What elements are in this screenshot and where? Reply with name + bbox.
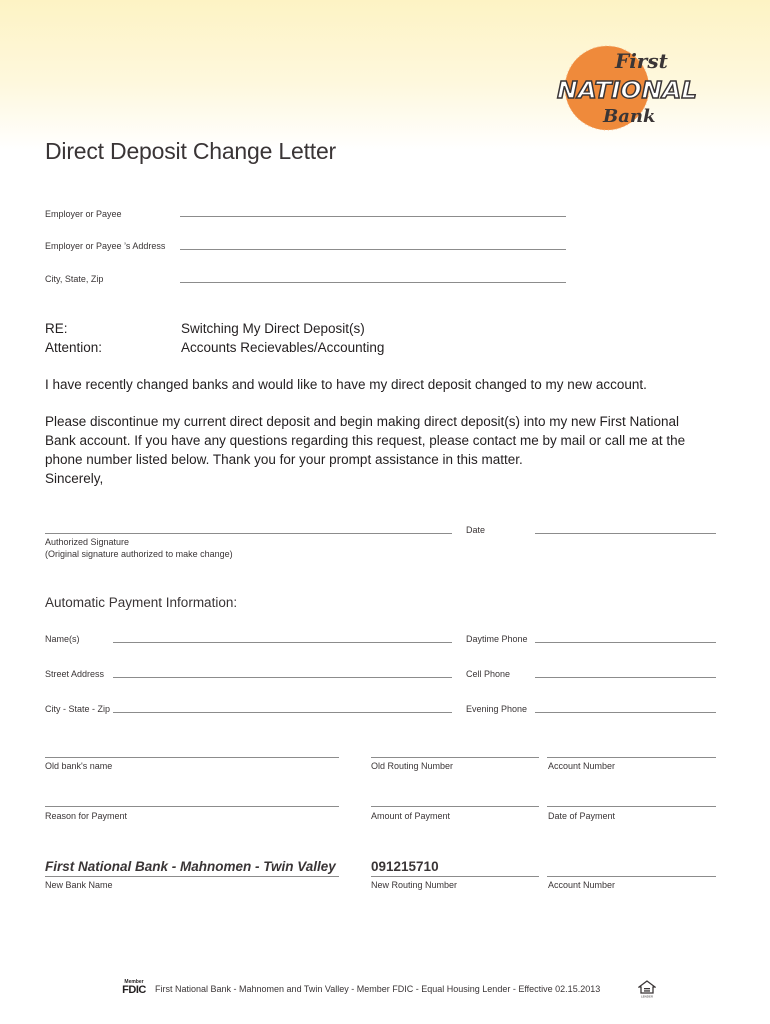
signature-note: (Original signature authorized to make change) <box>45 549 233 559</box>
date-label: Date <box>466 525 486 535</box>
old-routing-field[interactable] <box>371 757 539 758</box>
page-title: Direct Deposit Change Letter <box>45 138 336 164</box>
fdic-text: FDIC <box>122 984 146 996</box>
fdic-logo <box>119 979 149 996</box>
body-paragraph-2-line-3: phone number listed below. Thank you for your prompt assistance in this matter. <box>45 452 523 467</box>
logo-national: NATIONAL <box>557 78 697 104</box>
evening-phone-field[interactable] <box>535 712 716 713</box>
signature-field[interactable] <box>45 533 452 534</box>
attention-label: Attention: <box>45 340 103 355</box>
signature-label: Authorized Signature <box>45 537 130 547</box>
new-account-label: Account Number <box>548 880 616 890</box>
payment-date-field[interactable] <box>547 806 716 807</box>
old-routing-label: Old Routing Number <box>371 761 454 771</box>
equal-housing-lender-icon <box>638 980 656 998</box>
new-account-field[interactable] <box>547 876 716 877</box>
first-national-bank-logo <box>555 42 705 132</box>
address-field[interactable] <box>180 249 566 250</box>
daytime-phone-field[interactable] <box>535 642 716 643</box>
logo-bank: Bank <box>603 106 656 127</box>
logo-first: First <box>615 49 668 73</box>
payment-city-field[interactable] <box>113 712 452 713</box>
new-bank-name-label: New Bank Name <box>45 880 113 890</box>
new-bank-name-field[interactable] <box>45 876 339 877</box>
new-bank-name-value: First National Bank - Mahnomen - Twin Valley <box>45 859 336 874</box>
body-paragraph-1: I have recently changed banks and would like to have my direct deposit changed to my new account. <box>45 377 647 392</box>
reason-label: Reason for Payment <box>45 811 128 821</box>
employer-label: Employer or Payee <box>45 209 122 219</box>
city-label: City, State, Zip <box>45 274 104 284</box>
body-paragraph-2-line-1: Please discontinue my current direct deposit and begin making direct deposit(s) into my new First National <box>45 414 680 429</box>
payment-heading: Automatic Payment Information: <box>45 595 238 610</box>
footer-text: First National Bank - Mahnomen and Twin Valley - Member FDIC - Equal Housing Lender - Effective 02.15.2013 <box>155 984 601 994</box>
cell-phone-field[interactable] <box>535 677 716 678</box>
street-label: Street Address <box>45 669 105 679</box>
attention-value: Accounts Recievables/Accounting <box>181 340 385 355</box>
new-routing-label: New Routing Number <box>371 880 458 890</box>
names-label: Name(s) <box>45 634 80 644</box>
city-state-zip-field[interactable] <box>180 282 566 283</box>
re-label: RE: <box>45 321 68 336</box>
amount-label: Amount of Payment <box>371 811 451 821</box>
old-bank-name-label: Old bank's name <box>45 761 113 771</box>
re-value: Switching My Direct Deposit(s) <box>181 321 365 336</box>
cell-phone-label: Cell Phone <box>466 669 511 679</box>
daytime-phone-label: Daytime Phone <box>466 634 528 644</box>
street-field[interactable] <box>113 677 452 678</box>
new-routing-value: 091215710 <box>371 859 439 874</box>
address-label: Employer or Payee ’s Address <box>45 241 166 251</box>
old-account-label: Account Number <box>548 761 616 771</box>
fdic-member-text: Member <box>124 979 144 985</box>
new-routing-field[interactable] <box>371 876 539 877</box>
reason-field[interactable] <box>45 806 339 807</box>
evening-phone-label: Evening Phone <box>466 704 528 714</box>
body-paragraph-2-line-2: Bank account. If you have any questions regarding this request, please contact me by mail or call me at the <box>45 433 686 448</box>
old-account-field[interactable] <box>547 757 716 758</box>
names-field[interactable] <box>113 642 452 643</box>
payment-date-label: Date of Payment <box>548 811 616 821</box>
closing: Sincerely, <box>45 471 104 486</box>
payment-city-label: City - State - Zip <box>45 704 111 714</box>
employer-field[interactable] <box>180 216 566 217</box>
date-field[interactable] <box>535 533 716 534</box>
ehl-label: LENDER <box>640 994 654 998</box>
old-bank-name-field[interactable] <box>45 757 339 758</box>
amount-field[interactable] <box>371 806 539 807</box>
